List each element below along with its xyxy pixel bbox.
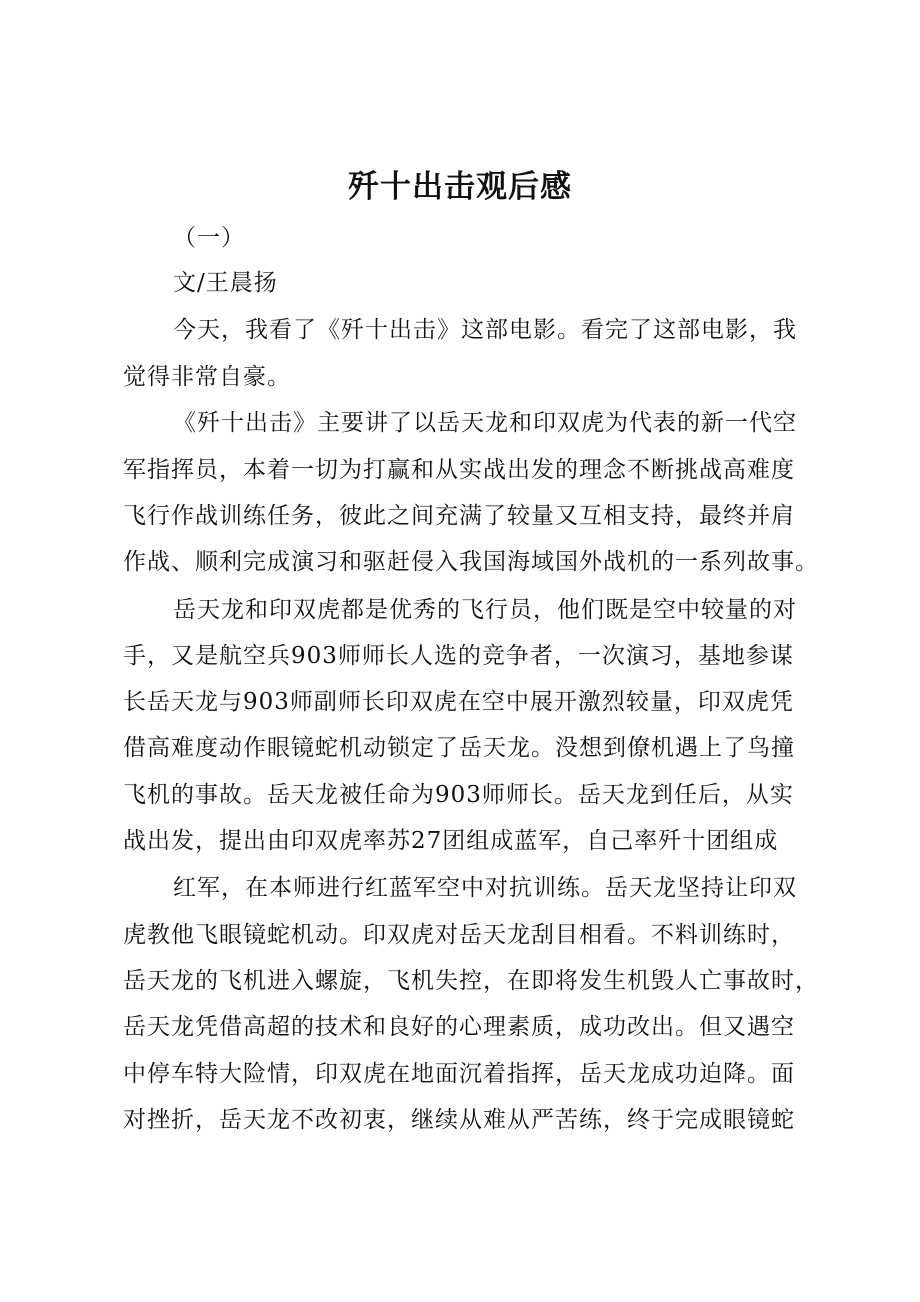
text-line: 今天，我看了《歼十出击》这部电影。看完了这部电影，我 — [173, 317, 797, 343]
text-line: 对挫折，岳天龙不改初衷，继续从难从严苦练，终于完成眼镜蛇 — [123, 1107, 795, 1133]
text-line: 长岳天龙与903师副师长印双虎在空中展开激烈较量，印双虎凭 — [123, 689, 794, 715]
text-line: 作战、顺利完成演习和驱赶侵入我国海域国外战机的一系列故事。 — [123, 549, 819, 575]
document-title: 歼十出击观后感 — [348, 169, 572, 205]
section-heading: （一） — [173, 225, 245, 251]
text-line: 借高难度动作眼镜蛇机动锁定了岳天龙。没想到僚机遇上了鸟撞 — [123, 735, 795, 761]
text-line: 飞机的事故。岳天龙被任命为903师师长。岳天龙到任后，从实 — [123, 782, 794, 808]
text-line: 觉得非常自豪。 — [123, 364, 291, 390]
text-line: 岳天龙的飞机进入螺旋，飞机失控，在即将发生机毁人亡事故时， — [123, 968, 819, 994]
text-line: 岳天龙和印双虎都是优秀的飞行员，他们既是空中较量的对 — [173, 597, 797, 623]
text-line: 飞行作战训练任务，彼此之间充满了较量又互相支持，最终并肩 — [123, 503, 795, 529]
text-line: 岳天龙凭借高超的技术和良好的心理素质，成功改出。但又遇空 — [123, 1014, 795, 1040]
text-line: 虎教他飞眼镜蛇机动。印双虎对岳天龙刮目相看。不料训练时， — [123, 922, 795, 948]
text-line: 手，又是航空兵903师师长人选的竞争者，一次演习，基地参谋 — [123, 643, 794, 669]
text-line: 战出发，提出由印双虎率苏27团组成蓝军，自己率歼十团组成 — [123, 828, 779, 854]
text-line: 中停车特大险情，印双虎在地面沉着指挥，岳天龙成功迫降。面 — [123, 1061, 795, 1087]
author-line: 文/王晨扬 — [173, 270, 278, 296]
text-line: 《歼十出击》主要讲了以岳天龙和印双虎为代表的新一代空 — [173, 410, 797, 436]
text-line: 军指挥员，本着一切为打赢和从实战出发的理念不断挑战高难度 — [123, 457, 795, 483]
text-line: 红军，在本师进行红蓝军空中对抗训练。岳天龙坚持让印双 — [173, 875, 797, 901]
